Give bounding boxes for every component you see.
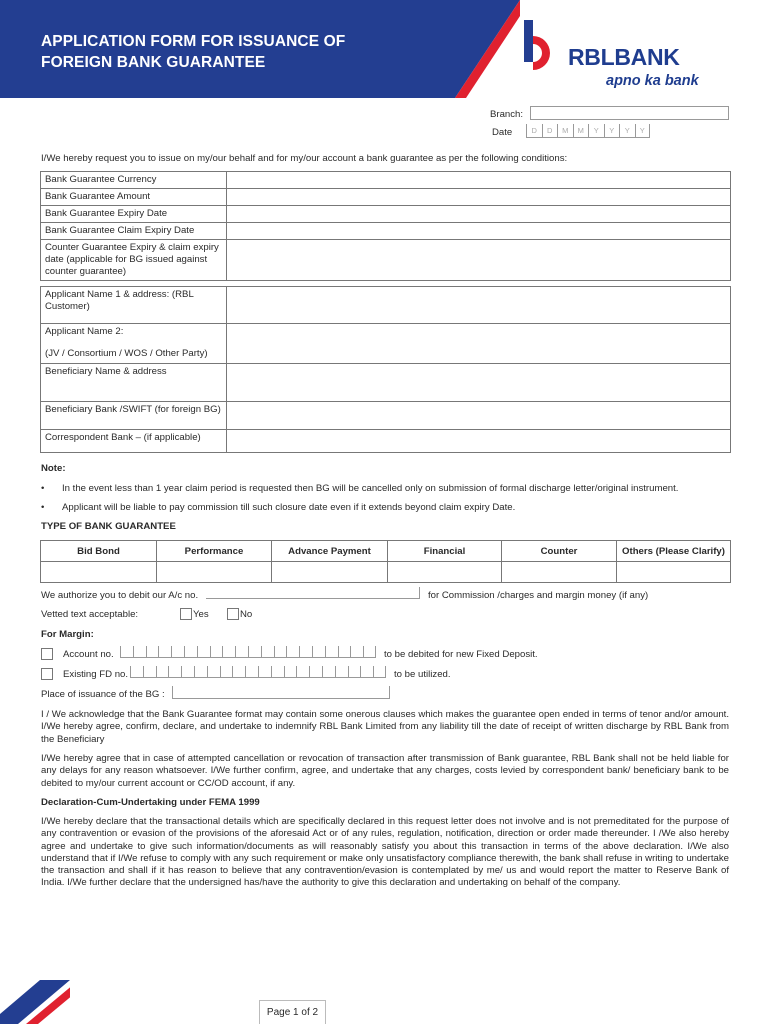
bg-claim-expiry-label: Bank Guarantee Claim Expiry Date <box>41 223 227 240</box>
correspondent-bank-field[interactable] <box>227 430 731 453</box>
bg-currency-label: Bank Guarantee Currency <box>41 172 227 189</box>
beneficiary-bank-label: Beneficiary Bank /SWIFT (for foreign BG) <box>41 402 227 430</box>
applicant1-field[interactable] <box>227 287 731 324</box>
cancellation-paragraph: I/We hereby agree that in case of attempted cancellation or revocation of transaction after transmission of Bank guarantee, RBL Bank shall not be held liable for any delays for any reason whatsoever. I/We further confirm, agree, and undertake that any charges, costs levied by correspondent bank/ beneficiary bank to be debited to my/our current account or CC/OD account, if any. <box>41 753 729 789</box>
applicant1-label: Applicant Name 1 & address: (RBL Customer) <box>41 287 227 324</box>
date-cell[interactable]: Y <box>604 124 620 138</box>
note-item: • In the event less than 1 year claim period is requested then BG will be cancelled only on submission of formal discharge letter/original instrument. <box>41 483 679 494</box>
existing-fd-label: Existing FD no. <box>63 669 129 680</box>
existing-fd-suffix: to be utilized. <box>394 669 451 680</box>
type-header: Performance <box>157 541 272 562</box>
type-header: Bid Bond <box>41 541 157 562</box>
date-cell[interactable]: Y <box>619 124 635 138</box>
party-details-table <box>40 286 731 453</box>
rbl-logo-mark-icon <box>520 18 566 74</box>
tagline: apno ka bank <box>606 73 699 89</box>
bg-details-table <box>40 171 731 281</box>
debit-account-input[interactable] <box>206 587 420 599</box>
declaration-paragraph: I/We hereby declare that the transactional details which are specifically declared in this request letter does not involve and is not premeditated for the purpose of any contravention or evasion of the provisions of the aforesaid Act or of any rules, regulation, notification, direction or order made thereunder. I /We also hereby agree and undertake to give such information/documents as will reasonably satisfy you about this transaction in terms of the above declaration. I/We also understand that if I/We refuse to comply with any such requirement or make only unsatisfactory compliance therewith, the bank shall refuse in writing to undertake the transaction and shall if it has reason to believe that any contravention/evasion is contemplated by me/ us and would report the matter to Reserve Bank of India. I/We further declare that the undersigned has/have the authority to give this declaration and undertaking on behalf of the company. <box>41 816 729 889</box>
type-select-cell[interactable] <box>617 562 731 583</box>
applicant2-label: Applicant Name 2: (JV / Consortium / WOS / Other Party) <box>41 324 227 364</box>
correspondent-bank-label: Correspondent Bank – (if applicable) <box>41 430 227 453</box>
type-select-cell[interactable] <box>388 562 502 583</box>
yes-checkbox[interactable] <box>180 608 192 620</box>
counter-guarantee-field[interactable] <box>227 240 731 281</box>
intro-text: I/We hereby request you to issue on my/our behalf and for my/our account a bank guarantee as per the following conditions: <box>41 153 568 164</box>
bg-claim-expiry-field[interactable] <box>227 223 731 240</box>
date-cell[interactable]: D <box>526 124 542 138</box>
beneficiary-label: Beneficiary Name & address <box>41 364 227 402</box>
applicant2-field[interactable] <box>227 324 731 364</box>
page-number: Page 1 of 2 <box>259 1000 326 1024</box>
account-no-checkbox[interactable] <box>41 648 53 660</box>
date-cell[interactable]: Y <box>635 124 651 138</box>
margin-heading: For Margin: <box>41 629 94 640</box>
date-cell[interactable]: D <box>542 124 558 138</box>
type-select-cell[interactable] <box>157 562 272 583</box>
declaration-heading: Declaration-Cum-Undertaking under FEMA 1999 <box>41 797 260 808</box>
bg-amount-label: Bank Guarantee Amount <box>41 189 227 206</box>
type-select-cell[interactable] <box>272 562 388 583</box>
yes-label: Yes <box>193 609 209 620</box>
bg-currency-field[interactable] <box>227 172 731 189</box>
account-no-suffix: to be debited for new Fixed Deposit. <box>384 649 538 660</box>
beneficiary-bank-field[interactable] <box>227 402 731 430</box>
bg-type-table <box>40 540 731 583</box>
bg-amount-field[interactable] <box>227 189 731 206</box>
corner-decoration <box>0 980 70 1024</box>
place-input[interactable] <box>172 686 390 699</box>
type-select-cell[interactable] <box>41 562 157 583</box>
type-header: Others (Please Clarify) <box>617 541 731 562</box>
date-label: Date <box>492 127 513 138</box>
no-checkbox[interactable] <box>227 608 239 620</box>
type-header: Financial <box>388 541 502 562</box>
type-heading: TYPE OF BANK GUARANTEE <box>41 521 176 532</box>
type-select-cell[interactable] <box>502 562 617 583</box>
place-label: Place of issuance of the BG : <box>41 689 165 700</box>
acknowledgement-paragraph: I / We acknowledge that the Bank Guarantee format may contain some onerous clauses which makes the guarantee open ended in terms of tenor and/or amount. I/We hereby agree, confirm, declare, and undertake to indemnify RBL Bank Limited from any liability till the date of receipt of written discharge by RBL Bank from the Beneficiary <box>41 709 729 745</box>
beneficiary-field[interactable] <box>227 364 731 402</box>
type-header: Advance Payment <box>272 541 388 562</box>
date-input[interactable] <box>526 124 650 138</box>
date-cell[interactable]: M <box>573 124 589 138</box>
rbl-logo <box>520 18 720 93</box>
account-no-label: Account no. <box>63 649 114 660</box>
note-heading: Note: <box>41 463 66 474</box>
bg-expiry-label: Bank Guarantee Expiry Date <box>41 206 227 223</box>
date-cell[interactable]: M <box>557 124 573 138</box>
account-no-input[interactable] <box>120 646 376 658</box>
existing-fd-checkbox[interactable] <box>41 668 53 680</box>
form-title: APPLICATION FORM FOR ISSUANCE OF FOREIGN BANK GUARANTEE <box>41 33 346 71</box>
vetted-label: Vetted text acceptable: <box>41 609 139 620</box>
date-cell[interactable]: Y <box>588 124 604 138</box>
authorize-suffix: for Commission /charges and margin money (if any) <box>428 590 649 601</box>
note-item: • Applicant will be liable to pay commission till such closure date even if it extends beyond claim expiry Date. <box>41 502 516 513</box>
existing-fd-input[interactable] <box>130 666 386 678</box>
no-label: No <box>240 609 253 620</box>
counter-guarantee-label: Counter Guarantee Expiry & claim expiry date (applicable for BG issued against counter guarantee) <box>41 240 227 281</box>
type-header: Counter <box>502 541 617 562</box>
logo-wordmark: RBLBANK <box>568 44 680 70</box>
branch-label: Branch: <box>490 109 524 120</box>
branch-input[interactable] <box>530 106 729 120</box>
bg-expiry-field[interactable] <box>227 206 731 223</box>
authorize-label: We authorize you to debit our A/c no. <box>41 590 199 601</box>
